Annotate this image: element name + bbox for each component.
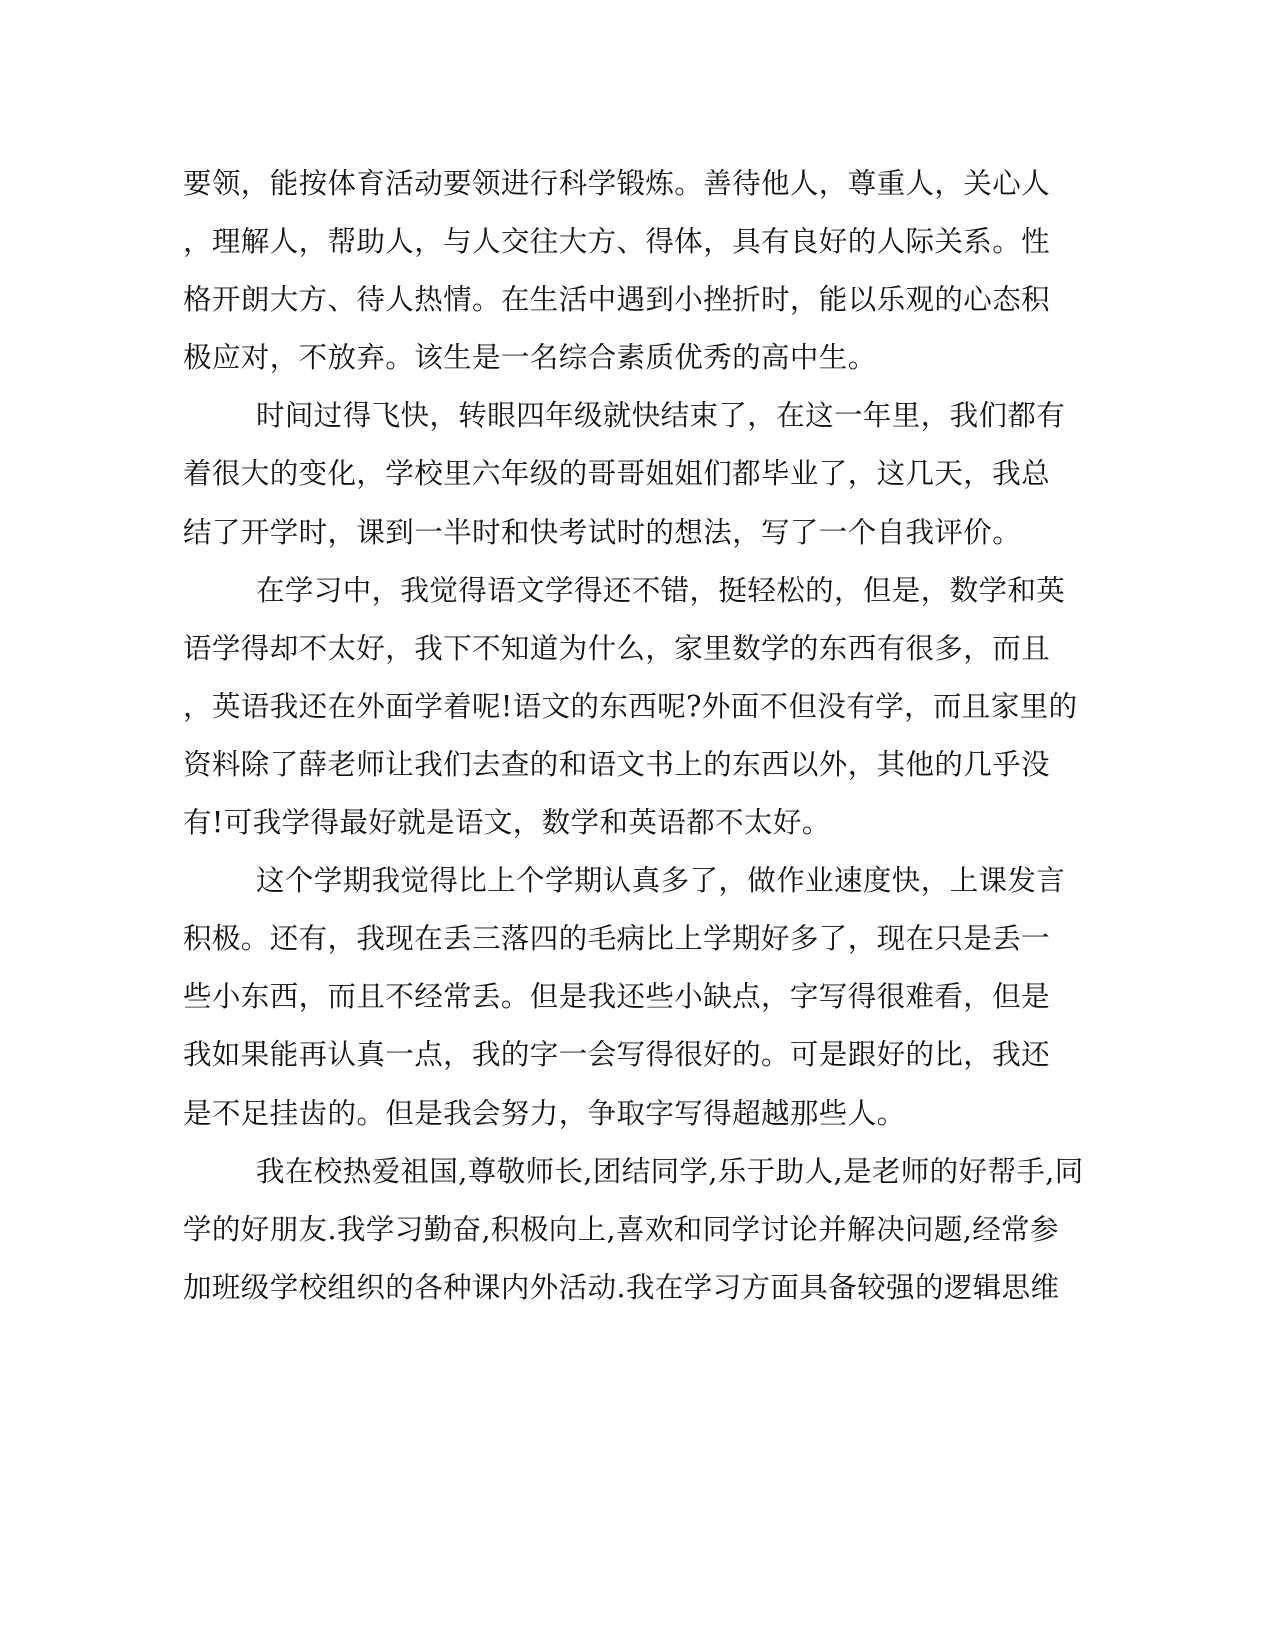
text-line: 语学得却不太好，我下不知道为什么，家里数学的东西有很多，而且: [183, 631, 1051, 665]
text-line: ，理解人，帮助人，与人交往大方、得体，具有良好的人际关系。性: [183, 225, 1051, 259]
text-line: 些小东西，而且不经常丢。但是我还些小缺点，字写得很难看，但是: [183, 980, 1051, 1014]
text-line: 资料除了薛老师让我们去查的和语文书上的东西以外，其他的几乎没: [183, 747, 1051, 781]
text-line: 学的好朋友.我学习勤奋,积极向上,喜欢和同学讨论并解决问题,经常参: [183, 1212, 1059, 1246]
paragraph-first-line: 这个学期我觉得比上个学期认真多了，做作业速度快，上课发言: [256, 864, 1066, 898]
text-line: 积极。还有，我现在丢三落四的毛病比上学期好多了，现在只是丢一: [183, 922, 1051, 956]
paragraph-first-line: 时间过得飞快，转眼四年级就快结束了，在这一年里，我们都有: [256, 399, 1066, 433]
text-line: 着很大的变化，学校里六年级的哥哥姐姐们都毕业了，这几天，我总: [183, 457, 1051, 491]
text-line: 要领，能按体育活动要领进行科学锻炼。善待他人，尊重人，关心人: [183, 167, 1051, 200]
text-line: 极应对，不放弃。该生是一名综合素质优秀的高中生。: [183, 341, 877, 375]
text-line: 格开朗大方、待人热情。在生活中遇到小挫折时，能以乐观的心态积: [183, 283, 1051, 317]
text-line: 有!可我学得最好就是语文，数学和英语都不太好。: [183, 806, 831, 840]
paragraph-first-line: 在学习中，我觉得语文学得还不错，挺轻松的，但是，数学和英: [256, 573, 1066, 607]
paragraph-first-line: 我在校热爱祖国,尊敬师长,团结同学,乐于助人,是老师的好帮手,同: [256, 1154, 1084, 1188]
text-line: 是不足挂齿的。但是我会努力，争取字写得超越那些人。: [183, 1096, 906, 1130]
text-line: ，英语我还在外面学着呢!语文的东西呢?外面不但没有学，而且家里的: [183, 689, 1078, 723]
body-text: [183, 155, 1084, 1317]
text-line: 结了开学时，课到一半时和快考试时的想法，写了一个自我评价。: [183, 515, 1022, 549]
text-line: 加班级学校组织的各种课内外活动.我在学习方面具备较强的逻辑思维: [183, 1270, 1060, 1304]
text-line: 我如果能再认真一点，我的字一会写得很好的。可是跟好的比，我还: [183, 1038, 1051, 1072]
